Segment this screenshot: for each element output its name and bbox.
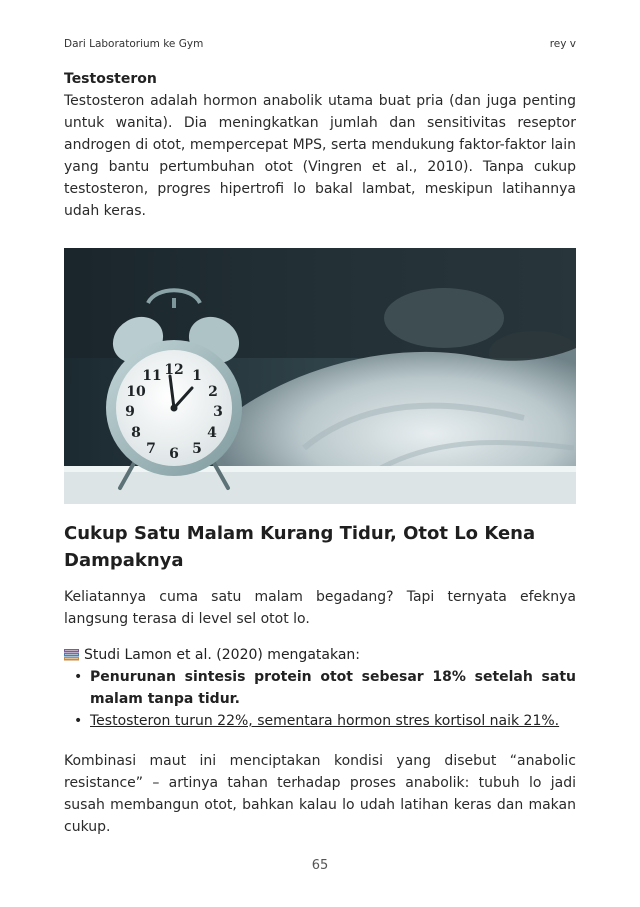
testosterone-paragraph: Testosteron adalah hormon anabolik utama buat pria (dan juga penting untuk wanita). Dia meningkatkan jumlah dan sensitivitas reseptor androgen di otot, mempercepat MPS, serta mendukung faktor-faktor lain yang bantu pertumbuhan otot (Vingren et al., 2010). Tanpa cukup testosteron, progres hipertrofi lo bakal lambat, meskipun latihannya udah keras. — [64, 93, 576, 219]
clock-numeral: 11 — [142, 368, 162, 384]
bullet-icon: • — [74, 669, 83, 685]
book-title: Dari Laboratorium ke Gym — [64, 38, 204, 50]
page-content — [64, 68, 576, 838]
intro-paragraph: Keliatannya cuma satu malam begadang? Tapi ternyata efeknya langsung terasa di level sel otot lo. — [64, 589, 576, 627]
finding-text: Testosteron turun 22%, sementara hormon stres kortisol naik 21%. — [90, 713, 560, 729]
clock-numeral: 4 — [207, 425, 217, 441]
testosterone-label: Testosteron — [64, 71, 157, 87]
author-name: rey v — [549, 38, 576, 50]
clock-numeral: 5 — [192, 441, 202, 457]
section-heading: Cukup Satu Malam Kurang Tidur, Otot Lo Kena Dampaknya — [64, 523, 536, 571]
bullet-icon: • — [74, 713, 83, 729]
alarm-clock-photo — [64, 248, 576, 504]
books-icon — [64, 648, 79, 662]
page-number: 65 — [311, 858, 329, 873]
clock-numeral: 2 — [208, 384, 218, 400]
findings-list — [64, 666, 576, 732]
conclusion-paragraph: Kombinasi maut ini menciptakan kondisi yang disebut “anabolic resistance” – artinya tahan terhadap proses anabolik: tubuh lo jadi susah membangun otot, bahkan kalau lo udah latihan keras dan makan cukup. — [64, 753, 576, 835]
study-intro — [64, 644, 576, 666]
clock-numeral: 6 — [169, 446, 179, 462]
clock-numeral: 3 — [213, 404, 223, 420]
clock-numeral: 12 — [164, 362, 184, 378]
clock-numeral: 9 — [125, 404, 135, 420]
list-item — [64, 666, 576, 710]
clock-numeral: 8 — [131, 425, 141, 441]
list-item — [64, 710, 576, 732]
clock-numeral: 10 — [126, 384, 146, 400]
running-header — [64, 38, 576, 50]
study-intro-text: Studi Lamon et al. (2020) mengatakan: — [84, 647, 360, 663]
clock-numeral: 1 — [192, 368, 202, 384]
clock-numeral: 7 — [146, 441, 156, 457]
photo-illustration — [64, 248, 576, 504]
finding-text: Penurunan sintesis protein otot sebesar 18% setelah satu malam tanpa tidur. — [90, 669, 576, 707]
